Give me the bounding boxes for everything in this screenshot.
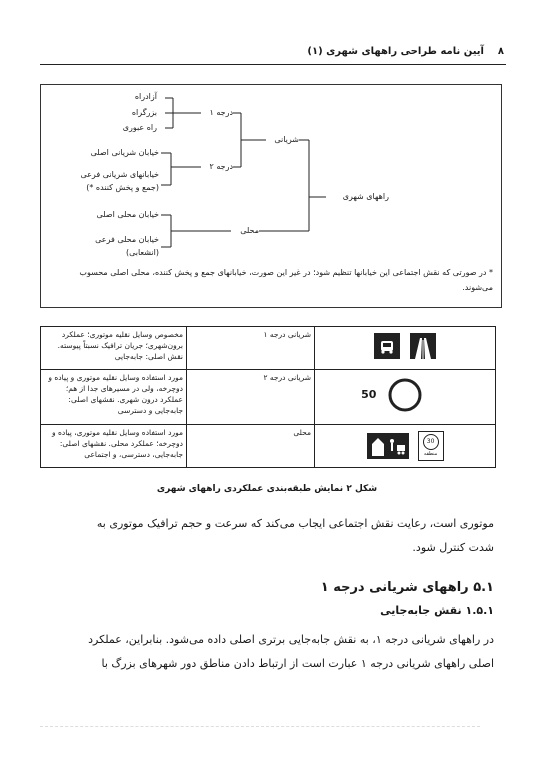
tree-item-minor-local: خیابان محلی فرعی xyxy=(95,235,159,244)
table-row xyxy=(41,425,496,468)
tree-item-collector: (جمع و پخش کننده *) xyxy=(86,183,159,192)
motor-vehicle-sign-icon xyxy=(373,332,401,360)
tree-item-main-local: خیابان محلی اصلی xyxy=(96,210,159,219)
tree-footnote: * در صورتی که نقش اجتماعی این خیابانها تنظیم شود؛ در غیر این صورت، خیابانهای جمع و پخش کننده، محلی اصلی محسوب می‌شوند. xyxy=(79,268,493,292)
tree-item-expressway: بزرگراه xyxy=(131,108,157,117)
body-paragraph-2-line-2: اصلی راههای شریانی درجه ۱ عبارت است از ارتباط دادن مناطق دور شهرهای بزرگ با xyxy=(101,657,494,670)
speed-limit-sign-icon xyxy=(388,378,422,412)
tree-arterial: شریانی xyxy=(274,135,299,144)
tree-item-main-arterial: خیابان شریانی اصلی xyxy=(90,148,159,157)
zone-label: منطقه xyxy=(423,451,438,458)
tree-root: راههای شهری xyxy=(342,192,389,201)
running-header xyxy=(307,46,504,57)
zone-speed-value: 30 xyxy=(423,434,439,450)
subsection-heading: ۱.۵.۱ نقش جابه‌جایی xyxy=(380,604,494,617)
tree-item-through-road: راه عبوری xyxy=(122,123,157,132)
zone-30-sign-icon xyxy=(418,431,444,461)
section-heading: ۵.۱ راههای شریانی درجه ۱ xyxy=(320,580,494,595)
table-cell-desc: مخصوص وسایل نقلیه موتوری؛ عملکرد برون‌شهری؛ جریان ترافیک نسبتاً پیوسته. نقش اصلی: جابه‌جایی xyxy=(41,327,187,370)
bleed-through-line xyxy=(40,726,480,727)
table-cell-signs xyxy=(315,425,496,468)
running-title: آیین نامه طراحی راههای شهری (۱) xyxy=(307,46,484,57)
speed-limit-value: 50 xyxy=(361,388,377,402)
body-paragraph-1-line-1: موتوری است، رعایت نقش اجتماعی ایجاب می‌کند که سرعت و حجم ترافیک موتوری به xyxy=(96,517,494,530)
tree-item-freeway: آزادراه xyxy=(134,92,157,101)
residential-zone-sign-icon xyxy=(366,432,410,460)
tree-item-minor-arterial: خیابانهای شریانی فرعی xyxy=(80,170,159,179)
classification-tree-box xyxy=(40,84,502,308)
tree-grade2: درجه ۲ xyxy=(209,162,233,171)
table-cell-signs xyxy=(315,369,496,424)
table-cell-desc: مورد استفاده وسایل نقلیه موتوری و پیاده و دوچرخه، ولی در مسیرهای جدا از هم؛ عملکرد درون شهری. نقشهای اصلی: جابه‌جایی و دسترسی xyxy=(41,369,187,424)
body-paragraph-2-line-1: در راههای شریانی درجه ۱، به نقش جابه‌جایی برتری اصلی داده می‌شود. بنابراین، عملکرد xyxy=(88,633,494,646)
table-cell-label: شریانی درجه ۱ xyxy=(187,327,315,370)
table-cell-desc: مورد استفاده وسایل نقلیه موتوری، پیاده و دوچرخه؛ عملکرد محلی. نقشهای اصلی: جابه‌جایی، دسترسی، و اجتماعی xyxy=(41,425,187,468)
table-row xyxy=(41,369,496,424)
page-number: ۸ xyxy=(497,46,504,57)
body-paragraph-1-line-2: شدت کنترل شود. xyxy=(412,541,494,554)
header-rule xyxy=(40,64,506,65)
tree-local: محلی xyxy=(240,226,259,235)
freeway-sign-icon xyxy=(409,332,437,360)
table-cell-signs xyxy=(315,327,496,370)
figure-caption: شکل ۲ نمایش طبقه‌بندی عملکردی راههای شهری xyxy=(156,484,378,494)
table-row xyxy=(41,327,496,370)
tree-grade1: درجه ۱ xyxy=(209,108,233,117)
table-cell-label: شریانی درجه ۲ xyxy=(187,369,315,424)
table-cell-label: محلی xyxy=(187,425,315,468)
classification-table xyxy=(40,326,496,468)
tree-item-branch: (انشعابی) xyxy=(125,248,159,257)
